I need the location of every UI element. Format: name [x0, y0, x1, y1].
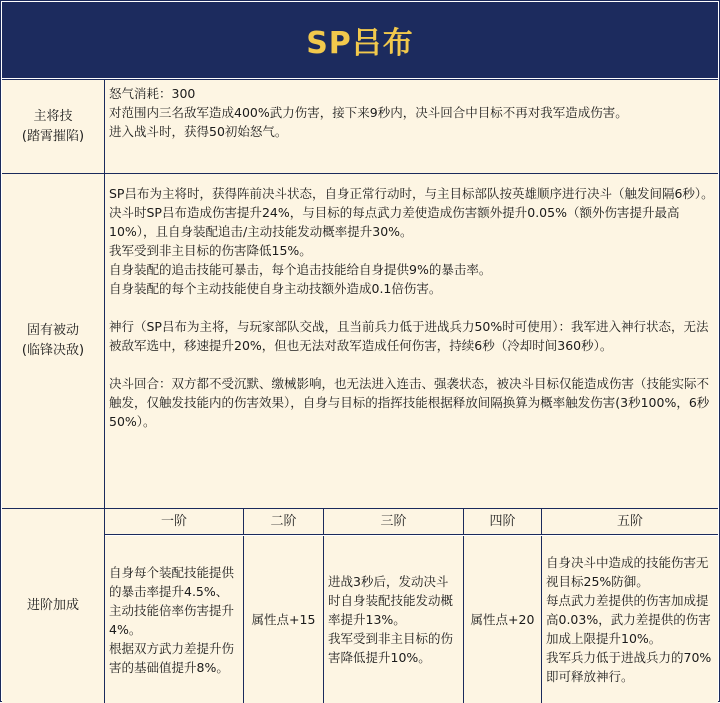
tier-1-text: 根据双方武力差提升伤害的基础值提升8%。: [109, 640, 235, 675]
advance-table: [105, 509, 718, 703]
skill-label-name: (踏霄摧陷): [21, 128, 85, 144]
tier-header-3: 三阶: [324, 509, 464, 535]
tier-2-text: 属性点+15: [251, 612, 316, 627]
skill-rage-cost: 怒气消耗：300: [109, 86, 196, 101]
passive-line: 自身装配的追击技能可暴击，每个追击技能给自身提供9%的暴击率。: [109, 262, 492, 277]
passive-line: 自身装配的每个主动技能使自身主动技额外造成0.1倍伤害。: [109, 281, 442, 296]
advance-label: [2, 509, 105, 703]
skill-initial-rage: 进入战斗时，获得50初始怒气。: [109, 124, 288, 139]
tier-5-cell: [542, 536, 718, 703]
tier-2-cell: [244, 536, 324, 703]
skill-description: [105, 80, 718, 173]
tier-4-text: 属性点+20: [470, 612, 535, 627]
passive-label-type: 固有被动: [26, 323, 79, 338]
tier-1-text: 自身每个装配技能提供的暴击率提升4.5%、主动技能倍率伤害提升4%。: [109, 564, 235, 637]
passive-line: SP吕布为主将时，获得阵前决斗状态，自身正常行动时，与主目标部队按英雄顺序进行决斗（触发间隔6秒）。: [109, 186, 714, 201]
passive-row: [2, 173, 718, 508]
tier-header-5: 五阶: [542, 509, 718, 535]
tier-header-2: 二阶: [244, 509, 324, 535]
hero-title: SP吕布: [306, 26, 414, 61]
tier-3-cell: [324, 536, 464, 703]
skill-label: [2, 80, 105, 173]
tier-header-1: 一阶: [105, 509, 244, 535]
advance-row: [2, 508, 718, 703]
skill-effect: 对范围内三名敌军造成400%武力伤害，接下来9秒内，决斗回合中目标不再对我军造成伤害。: [109, 105, 628, 120]
skill-row: [2, 79, 718, 173]
passive-duel-round: 决斗回合：双方都不受沉默、缴械影响，也无法进入连击、强袭状态，被决斗目标仅能造成伤害（技能实际不触发，仅触发技能内的伤害效果），自身与目标的指挥技能根据释放间隔换算为概率触发伤害(3秒100%，6秒50%）。: [109, 376, 710, 429]
tier-header-4: 四阶: [464, 509, 542, 535]
tier-5-text: 每点武力差提供的伤害加成提高0.03%，武力差提供的伤害加成上限提升10%。: [546, 593, 711, 646]
tier-3-text: 进战3秒后，发动决斗时自身装配技能发动概率提升13%。: [328, 574, 454, 627]
tier-3-text: 我军受到非主目标的伤害降低提升10%。: [328, 631, 454, 665]
passive-label: [2, 174, 105, 508]
tier-4-cell: [464, 536, 542, 703]
tier-1-cell: [105, 536, 244, 703]
passive-line: 我军受到非主目标的伤害降低15%。: [109, 243, 312, 258]
passive-shenxing: 神行（SP吕布为主将，与玩家部队交战，且当前兵力低于进战兵力50%时可使用）：我军进入神行状态，无法被敌军选中，移速提升20%，但也无法对敌军造成任何伤害，持续6秒（冷却时间360秒）。: [109, 319, 709, 353]
passive-line: 决斗时SP吕布造成伤害提升24%，与目标的每点武力差使造成伤害额外提升0.05%（额外伤害提升最高10%），且自身装配追击/主动技能发动概率提升30%。: [109, 205, 680, 239]
advance-label-text: 进阶加成: [26, 598, 79, 613]
passive-label-name: (临锋决敌): [21, 343, 85, 358]
tier-5-text: 我军兵力低于进战兵力的70%即可释放神行。: [546, 650, 712, 684]
passive-description: [105, 174, 718, 508]
title-bar: [2, 2, 718, 78]
tier-5-text: 自身决斗中造成的技能伤害无视目标25%防御。: [546, 555, 709, 589]
skill-label-type: 主将技: [33, 108, 73, 124]
